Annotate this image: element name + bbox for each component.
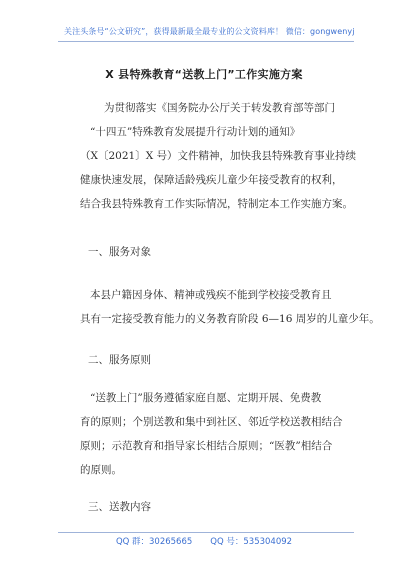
section-heading-2: 二、服务原则 xyxy=(88,354,151,366)
document-title: X 县特殊教育“送教上门”工作实施方案 xyxy=(105,68,303,81)
intro-line-4: 健康快速发展，保障适龄残疾儿童少年接受教育的权利， xyxy=(80,174,343,186)
intro-line-5: 结合我县特殊教育工作实际情况，特制定本工作实施方案。 xyxy=(80,198,353,210)
footer-qq-group: QQ 群：30265665 xyxy=(115,537,193,547)
intro-line-3: （X〔2021〕X 号）文件精神，加快我县特殊教育事业持续 xyxy=(80,150,357,162)
intro-line-2: “十四五”特殊教育发展提升行动计划的通知》 xyxy=(90,126,301,138)
footer-qq: QQ 号：535304092 xyxy=(210,537,293,547)
header-divider xyxy=(58,41,354,42)
section2-line-3: 原则；示范教育和指导家长相结合原则；“医教”相结合 xyxy=(80,440,333,452)
section1-line-2: 具有一定接受教育能力的义务教育阶段 6—16 周岁的儿童少年。 xyxy=(80,313,380,325)
footer-divider xyxy=(58,532,354,533)
section-heading-3: 三、送教内容 xyxy=(88,501,151,513)
section-heading-1: 一、服务对象 xyxy=(88,246,151,258)
section2-line-4: 的原则。 xyxy=(80,464,122,476)
section2-line-1: “送教上门”服务遵循家庭自愿、定期开展、免费教 xyxy=(90,392,322,404)
header-banner: 关注头条号“公文研究”，获得最新最全最专业的公文资料库！ 微信：gongwenyj xyxy=(64,27,355,36)
section1-line-1: 本县户籍因身体、精神或残疾不能到学校接受教育且 xyxy=(90,289,332,301)
section2-line-2: 育的原则；个别送教和集中到社区、邻近学校送教相结合 xyxy=(80,416,343,428)
intro-line-1: 为贯彻落实《国务院办公厅关于转发教育部等部门 xyxy=(104,102,335,114)
footer-contacts xyxy=(0,537,408,548)
